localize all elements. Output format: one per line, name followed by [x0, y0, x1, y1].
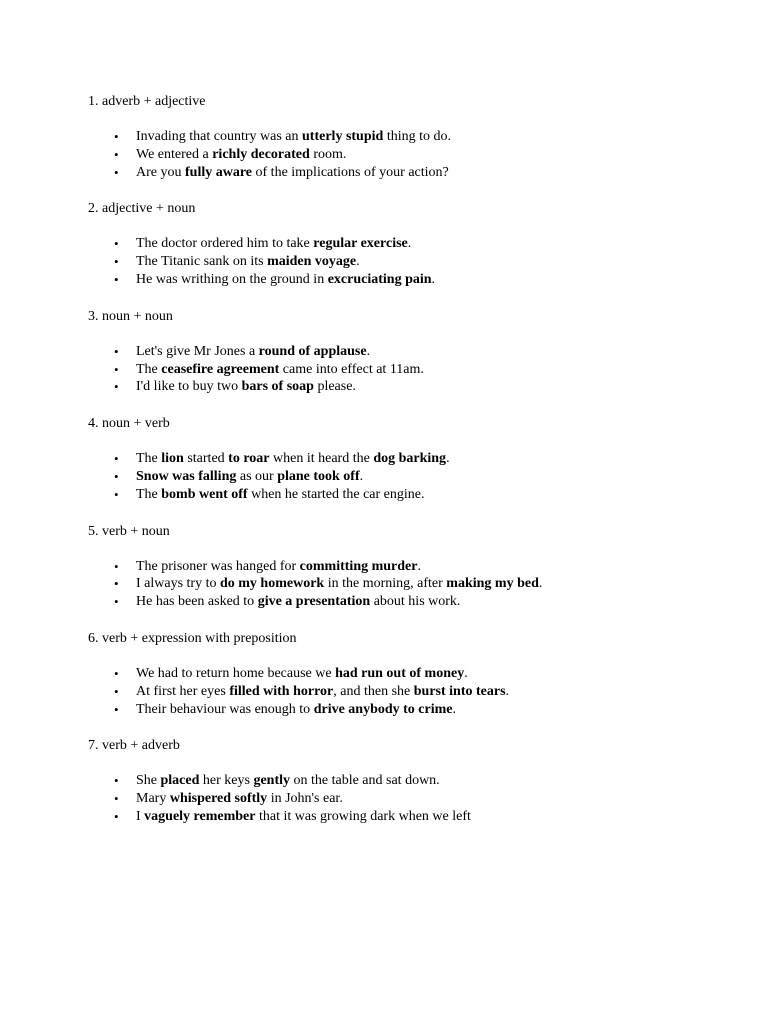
example-sentence — [136, 558, 421, 576]
list-item — [0, 808, 768, 826]
example-sentence — [136, 450, 450, 468]
sentence-text: Mary — [136, 791, 170, 807]
collocation-phrase: whispered softly — [169, 791, 268, 807]
example-sentence — [136, 486, 424, 504]
sentence-text: The doctor ordered him to take — [136, 236, 314, 252]
collocation-section — [0, 307, 768, 396]
sentence-text: Are you — [136, 164, 185, 180]
collocation-phrase: to roar — [228, 451, 270, 467]
bullet-icon: • — [114, 773, 119, 789]
sentence-text: The — [136, 486, 162, 502]
sentence-text: He was writhing on the ground in — [136, 271, 328, 287]
example-list — [0, 128, 768, 181]
collocation-phrase: fully aware — [185, 164, 253, 180]
document-body — [0, 92, 768, 844]
sentence-text: The — [136, 451, 162, 467]
list-item — [0, 253, 768, 271]
sentence-text: . — [417, 558, 421, 574]
example-list — [0, 665, 768, 718]
collocation-phrase: do my homework — [219, 576, 325, 592]
section-heading: 5. verb + noun — [88, 523, 170, 539]
collocation-phrase: ceasefire agreement — [161, 361, 280, 377]
bullet-icon: • — [114, 594, 119, 610]
bullet-icon: • — [114, 146, 119, 162]
example-sentence — [136, 361, 424, 379]
example-list — [0, 343, 768, 396]
sentence-text: The Titanic sank on its — [136, 254, 268, 270]
collocation-phrase: vaguely remember — [144, 808, 256, 824]
list-item — [0, 128, 768, 146]
sentence-text: on the table and sat down. — [290, 773, 440, 789]
bullet-icon: • — [114, 683, 119, 699]
example-sentence — [136, 378, 356, 396]
collocation-phrase: drive anybody to crime — [313, 701, 453, 717]
bullet-icon: • — [114, 379, 119, 395]
list-item — [0, 486, 768, 504]
sentence-text: her keys — [199, 773, 254, 789]
example-sentence — [136, 593, 460, 611]
section-heading: 3. noun + noun — [88, 308, 173, 324]
collocation-phrase: excruciating pain — [327, 271, 432, 287]
sentence-text: . — [446, 451, 450, 467]
bullet-icon: • — [114, 701, 119, 717]
sentence-text: . — [505, 683, 510, 699]
section-heading: 7. verb + adverb — [88, 738, 180, 754]
sentence-text: of the implications of your action? — [252, 164, 449, 180]
sentence-text: I'd like to buy two — [136, 379, 242, 395]
sentence-text: Let's give Mr Jones a — [136, 343, 259, 359]
list-item — [0, 790, 768, 808]
sentence-text: room. — [309, 146, 347, 162]
example-sentence — [136, 235, 411, 253]
bullet-icon: • — [114, 791, 119, 807]
example-sentence — [136, 701, 456, 719]
list-item — [0, 343, 768, 361]
bullet-icon: • — [114, 343, 119, 359]
sentence-text: Invading that country was an — [136, 129, 303, 144]
list-item — [0, 146, 768, 164]
example-sentence — [136, 271, 435, 289]
sentence-text: came into effect at 11am. — [279, 361, 424, 377]
collocation-phrase: utterly stupid — [302, 129, 384, 144]
list-item — [0, 575, 768, 593]
collocation-phrase: gently — [253, 773, 290, 789]
collocation-section — [0, 92, 768, 181]
sentence-text: I always try to — [136, 576, 220, 592]
list-item — [0, 378, 768, 396]
example-sentence — [136, 683, 509, 701]
sentence-text: thing to do. — [383, 129, 451, 144]
collocation-phrase: bomb went off — [161, 486, 248, 502]
list-item — [0, 235, 768, 253]
collocation-phrase: round of applause — [258, 343, 367, 359]
bullet-icon: • — [114, 468, 119, 484]
bullet-icon: • — [114, 129, 119, 144]
example-sentence — [136, 164, 449, 182]
collocation-section — [0, 199, 768, 288]
sentence-text: She — [136, 773, 161, 789]
collocation-phrase: give a presentation — [257, 594, 371, 610]
collocation-phrase: richly decorated — [212, 146, 310, 162]
bullet-icon: • — [114, 808, 119, 824]
sentence-text: . — [366, 343, 371, 359]
example-list — [0, 558, 768, 611]
sentence-text: about his work. — [370, 594, 461, 610]
collocation-phrase: placed — [160, 773, 200, 789]
sentence-text: in John's ear. — [267, 791, 343, 807]
bullet-icon: • — [114, 164, 119, 180]
bullet-icon: • — [114, 558, 119, 574]
sentence-text: At first her eyes — [136, 683, 230, 699]
sentence-text: , and then she — [333, 683, 414, 699]
collocation-phrase: dog barking — [373, 451, 447, 467]
list-item — [0, 450, 768, 468]
section-heading: 4. noun + verb — [88, 416, 170, 432]
list-item — [0, 593, 768, 611]
collocation-phrase: lion — [161, 451, 184, 467]
example-sentence — [136, 128, 451, 146]
bullet-icon: • — [114, 254, 119, 270]
collocation-section — [0, 414, 768, 503]
sentence-text: I — [136, 808, 145, 824]
sentence-text: We entered a — [136, 146, 213, 162]
list-item — [0, 772, 768, 790]
sentence-text: please. — [313, 379, 356, 395]
sentence-text: . — [431, 271, 436, 287]
sentence-text: The prisoner was hanged for — [136, 558, 300, 574]
collocation-phrase: Snow was falling — [136, 468, 237, 484]
example-sentence — [136, 772, 440, 790]
bullet-icon: • — [114, 486, 119, 502]
sentence-text: The — [136, 361, 162, 377]
collocation-phrase: committing murder — [299, 558, 418, 574]
example-sentence — [136, 253, 360, 271]
sentence-text: We had to return home because we — [136, 665, 336, 681]
bullet-icon: • — [114, 451, 119, 467]
example-list — [0, 450, 768, 503]
example-sentence — [136, 468, 363, 486]
sentence-text: . — [407, 236, 412, 252]
list-item — [0, 164, 768, 182]
sentence-text: when he started the car engine. — [247, 486, 425, 502]
sentence-text: as our — [236, 468, 278, 484]
sentence-text: Their behaviour was enough to — [136, 701, 314, 717]
bullet-icon: • — [114, 236, 119, 252]
list-item — [0, 665, 768, 683]
example-sentence — [136, 343, 370, 361]
section-heading: 2. adjective + noun — [88, 201, 196, 217]
collocation-phrase: making my bed — [446, 576, 539, 592]
collocation-phrase: bars of soap — [241, 379, 314, 395]
collocation-phrase: had run out of money — [335, 665, 465, 681]
collocation-section — [0, 522, 768, 611]
sentence-text: that it was growing dark when we left — [255, 808, 471, 824]
collocation-phrase: filled with horror — [229, 683, 334, 699]
bullet-icon: • — [114, 576, 119, 592]
list-item — [0, 271, 768, 289]
list-item — [0, 683, 768, 701]
sentence-text: . — [538, 576, 543, 592]
list-item — [0, 468, 768, 486]
example-list — [0, 235, 768, 288]
collocation-section — [0, 736, 768, 825]
sentence-text: in the morning, after — [324, 576, 447, 592]
example-sentence — [136, 808, 471, 826]
collocation-phrase: burst into tears — [413, 683, 506, 699]
section-heading: 6. verb + expression with preposition — [88, 630, 297, 646]
example-sentence — [136, 790, 343, 808]
example-sentence — [136, 575, 542, 593]
sentence-text: when it heard the — [269, 451, 374, 467]
list-item — [0, 701, 768, 719]
bullet-icon: • — [114, 361, 119, 377]
bullet-icon: • — [114, 665, 119, 681]
example-sentence — [136, 146, 346, 164]
sentence-text: . — [356, 254, 360, 270]
collocation-section — [0, 629, 768, 718]
sentence-text: . — [452, 701, 457, 717]
collocation-phrase: maiden voyage — [267, 254, 357, 270]
section-heading: 1. adverb + adjective — [88, 94, 206, 109]
example-sentence — [136, 665, 468, 683]
list-item — [0, 558, 768, 576]
list-item — [0, 361, 768, 379]
sentence-text: . — [359, 468, 364, 484]
collocation-phrase: plane took off — [277, 468, 360, 484]
collocation-phrase: regular exercise — [313, 236, 408, 252]
sentence-text: . — [464, 665, 468, 681]
bullet-icon: • — [114, 271, 119, 287]
sentence-text: started — [183, 451, 229, 467]
sentence-text: He has been asked to — [136, 594, 258, 610]
example-list — [0, 772, 768, 825]
